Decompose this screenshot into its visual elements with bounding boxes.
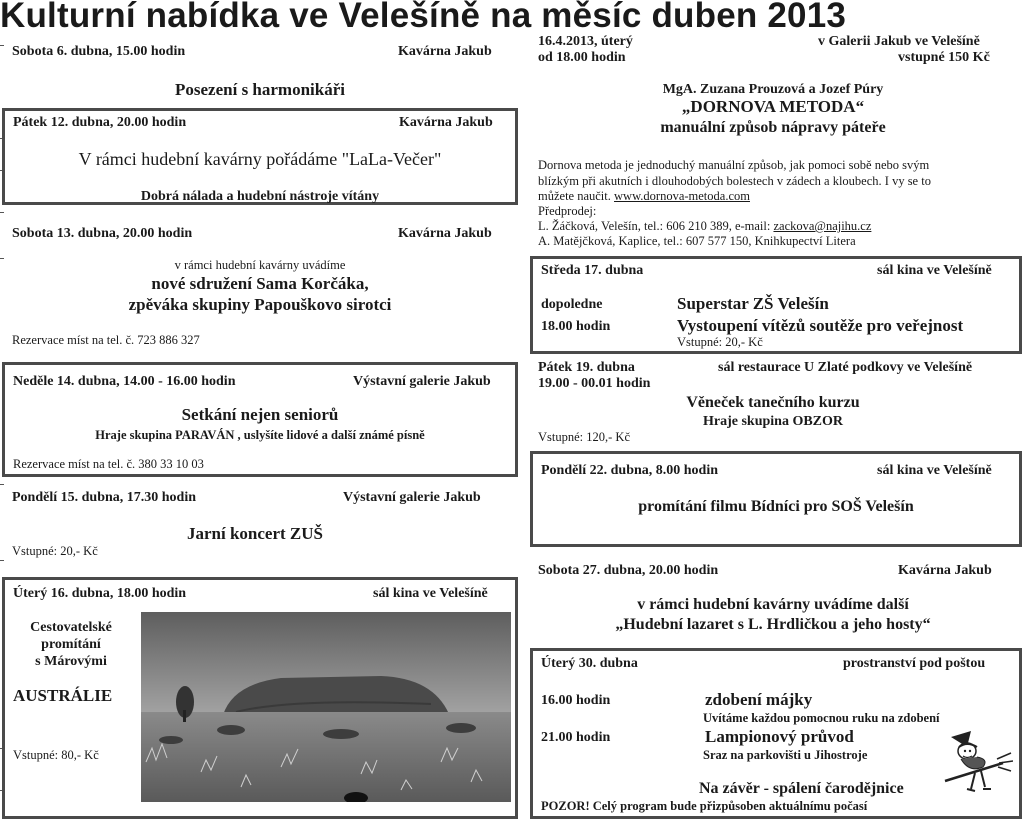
event-wed17-n1: Superstar ZŠ Velešín — [677, 294, 829, 313]
event-fri12-line1: V rámci hudební kavárny pořádáme "LaLa-Večer" — [78, 149, 442, 169]
event-mon22-name: promítání filmu Bídníci pro SOŠ Velešín — [638, 498, 914, 515]
event-apr16-desc3-text: můžete naučit. — [538, 189, 615, 203]
event-tue16-box — [2, 577, 518, 819]
event-tue16-fee: Vstupné: 80,- Kč — [13, 748, 99, 762]
event-sat13-line1: nové sdružení Sama Korčáka, — [151, 274, 369, 293]
uluru-landscape-photo — [141, 612, 511, 802]
event-sat6-when: Sobota 6. dubna, 15.00 hodin — [12, 44, 186, 59]
event-sun14-sub: Hraje skupina PARAVÁN , uslyšíte lidové a další známé písně — [95, 428, 425, 442]
event-wed17-box — [530, 256, 1022, 354]
event-apr16-date: 16.4.2013, úterý — [538, 34, 633, 49]
event-fri12-where: Kavárna Jakub — [399, 115, 493, 130]
event-sun14-where: Výstavní galerie Jakub — [353, 374, 491, 389]
event-mon15-name: Jarní koncert ZUŠ — [187, 524, 323, 543]
event-tue16-when: Úterý 16. dubna, 18.00 hodin — [13, 586, 187, 601]
event-tue16-l2: promítání — [41, 637, 101, 652]
event-tue30-warning: POZOR! Celý program bude přizpůsoben aktuálnímu počasí — [541, 799, 868, 813]
event-mon22-where: sál kina ve Velešíně — [877, 463, 992, 478]
event-mon15-when: Pondělí 15. dubna, 17.30 hodin — [12, 490, 197, 505]
event-sun14-box — [2, 362, 518, 477]
event-wed17-t2: 18.00 hodin — [541, 319, 611, 334]
event-mon22-when: Pondělí 22. dubna, 8.00 hodin — [541, 463, 719, 478]
event-apr16-fee: vstupné 150 Kč — [898, 50, 990, 65]
event-sat6-name: Posezení s harmonikáři — [175, 80, 345, 99]
event-tue30-n2: Lampionový průvod — [705, 727, 854, 746]
margin-tick — [0, 45, 4, 46]
event-tue30-s1: Uvítáme každou pomocnou ruku na zdobení — [703, 711, 940, 725]
event-apr16-name: „DORNOVA METODA“ — [681, 97, 865, 116]
event-tue16-l1: Cestovatelské — [30, 620, 112, 635]
event-sun14-name: Setkání nejen seniorů — [181, 405, 339, 424]
witch-on-broom-icon — [941, 729, 1013, 799]
event-tue30-n1: zdobení májky — [705, 690, 813, 709]
event-tue30-s2: Sraz na parkovišti u Jihostroje — [703, 748, 868, 762]
event-mon15-where: Výstavní galerie Jakub — [343, 490, 481, 505]
event-apr16-time: od 18.00 hodin — [538, 50, 626, 65]
event-wed17-when: Středa 17. dubna — [541, 263, 644, 278]
margin-tick — [0, 212, 4, 213]
event-fri19-fee: Vstupné: 120,- Kč — [538, 430, 630, 444]
event-apr16-sub: manuální způsob nápravy páteře — [660, 119, 886, 136]
event-tue30-t2: 21.00 hodin — [541, 730, 611, 745]
event-tue30-t1: 16.00 hodin — [541, 693, 611, 708]
event-tue30-box — [530, 648, 1022, 819]
event-apr16-contact2: A. Matějčková, Kaplice, tel.: 607 577 150, Knihkupectví Litera — [538, 234, 856, 248]
event-sat13-when: Sobota 13. dubna, 20.00 hodin — [12, 226, 193, 241]
event-fri12-box — [2, 108, 518, 205]
event-apr16-contact1-text: L. Žáčková, Velešín, tel.: 606 210 389, e-mail: — [538, 219, 774, 233]
event-sun14-reserve: Rezervace míst na tel. č. 380 33 10 03 — [13, 457, 204, 471]
event-fri12-when: Pátek 12. dubna, 20.00 hodin — [13, 115, 187, 130]
margin-tick — [0, 560, 4, 561]
event-sat13-reserve: Rezervace míst na tel. č. 723 886 327 — [12, 333, 200, 347]
event-sat27-where: Kavárna Jakub — [898, 563, 992, 578]
event-sat6-where: Kavárna Jakub — [398, 44, 492, 59]
event-wed17-t1: dopoledne — [541, 297, 603, 312]
contact-email-link[interactable]: zackova@najihu.cz — [773, 219, 872, 233]
event-sat27-line1: v rámci hudební kavárny uvádíme další — [637, 596, 909, 613]
event-sat13-where: Kavárna Jakub — [398, 226, 492, 241]
event-apr16-desc1: Dornova metoda je jednoduchý manuální způsob, jak pomoci sobě nebo svým — [538, 158, 930, 172]
dornova-website-link[interactable]: www.dornova-metoda.com — [614, 189, 750, 203]
event-apr16-presale: Předprodej: — [538, 204, 597, 218]
page-title: Kulturní nabídka ve Velešíně na měsíc duben 2013 — [0, 0, 847, 35]
event-fri19-sub: Hraje skupina OBZOR — [702, 414, 844, 429]
event-tue16-l3: s Márovými — [35, 654, 107, 669]
event-sat27-when: Sobota 27. dubna, 20.00 hodin — [538, 563, 719, 578]
event-sat27-line2: „Hudební lazaret s L. Hrdličkou a jeho hosty“ — [615, 616, 931, 633]
event-wed17-where: sál kina ve Velešíně — [877, 263, 992, 278]
event-sat13-intro: v rámci hudební kavárny uvádíme — [174, 258, 346, 272]
event-fri19-name: Věneček tanečního kurzu — [686, 394, 860, 411]
event-apr16-speakers: MgA. Zuzana Prouzová a Jozef Púry — [662, 82, 884, 97]
margin-tick — [0, 484, 4, 485]
event-tue16-country: AUSTRÁLIE — [13, 686, 113, 705]
event-tue30-when: Úterý 30. dubna — [541, 656, 638, 671]
event-sat13-line2: zpěváka skupiny Papouškovo sirotci — [128, 295, 392, 314]
event-mon22-box — [530, 451, 1022, 547]
event-apr16-desc2: blízkým při akutních i dlouhodobých bolestech v zádech a kloubech. I vy se to — [538, 174, 931, 188]
event-wed17-fee: Vstupné: 20,- Kč — [677, 335, 763, 349]
event-apr16-where: v Galerii Jakub ve Velešíně — [818, 34, 980, 49]
event-tue16-where: sál kina ve Velešíně — [373, 586, 488, 601]
event-wed17-n2: Vystoupení vítězů soutěže pro veřejnost — [677, 316, 964, 335]
event-tue30-finale: Na závěr - spálení čarodějnice — [699, 780, 904, 797]
event-apr16-desc3 — [538, 189, 750, 204]
event-fri19-time: 19.00 - 00.01 hodin — [538, 376, 651, 391]
event-tue30-where: prostranství pod poštou — [843, 656, 986, 671]
event-fri12-line2: Dobrá nálada a hudební nástroje vítány — [140, 189, 380, 204]
event-mon15-fee: Vstupné: 20,- Kč — [12, 544, 98, 558]
event-apr16-contact1 — [538, 219, 871, 234]
event-sun14-when: Neděle 14. dubna, 14.00 - 16.00 hodin — [13, 374, 236, 389]
event-fri19-where: sál restaurace U Zlaté podkovy ve Velešíně — [718, 360, 973, 375]
event-fri19-when: Pátek 19. dubna — [538, 360, 635, 375]
